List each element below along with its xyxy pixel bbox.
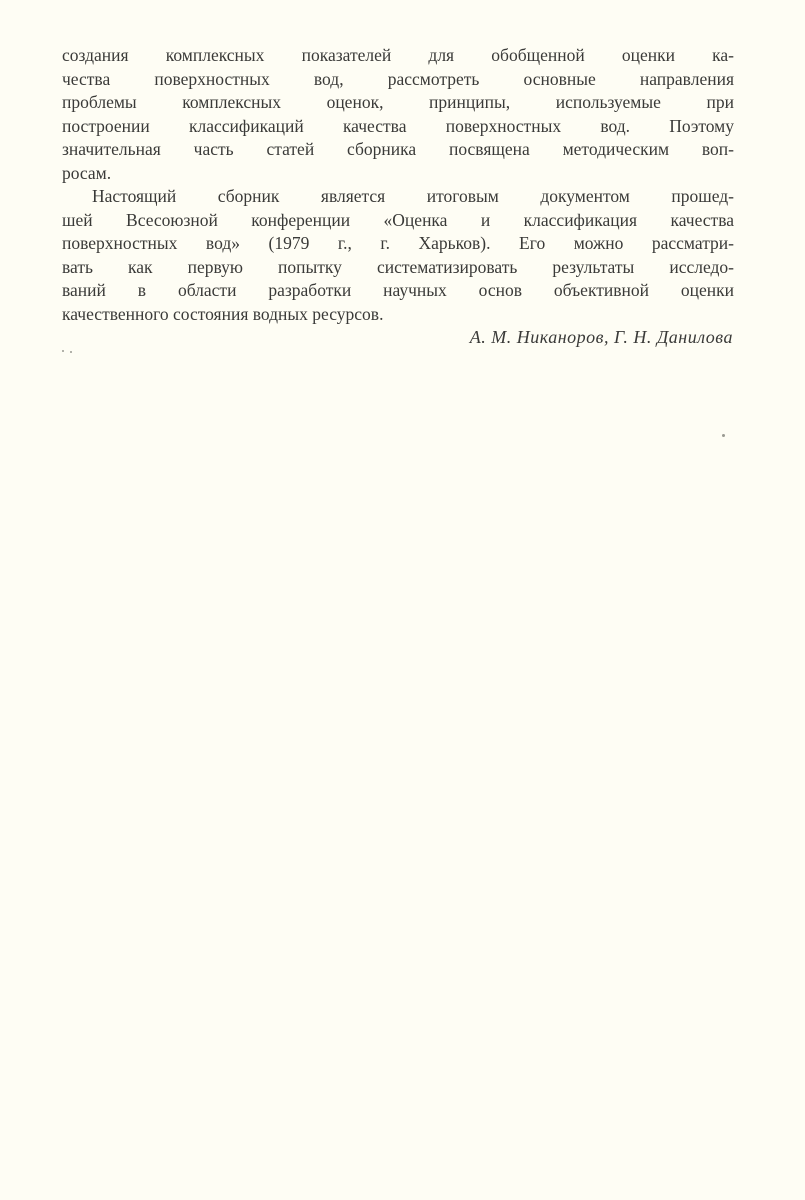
text-line: построении классификаций качества поверхностных вод. Поэтому [62, 115, 734, 136]
paragraph-2 [62, 185, 734, 326]
text-line: поверхностных вод» (1979 г., г. Харьков). Его можно рассматри- [62, 233, 734, 253]
text-line: качественного состояния водных ресурсов. [62, 303, 384, 324]
text-line: создания комплексных показателей для обобщенной оценки ка- [62, 45, 734, 65]
text-line: чества поверхностных вод, рассмотреть основные направления [62, 68, 734, 89]
body-text [62, 44, 734, 326]
text-line: проблемы комплексных оценок, принципы, используемые при [62, 92, 734, 112]
paper-speck [722, 434, 725, 437]
text-line: ваний в области разработки научных основ объективной оценки [62, 280, 734, 300]
text-line: вать как первую попытку систематизировать результаты исследо- [62, 256, 734, 277]
paper-speck [70, 351, 72, 353]
paper-speck [62, 350, 64, 352]
authors-signature: А. М. Никаноров, Г. Н. Данилова [469, 327, 733, 347]
text-line: Настоящий сборник является итоговым документом прошед- [92, 186, 734, 206]
text-line: значительная часть статей сборника посвящена методическим воп- [62, 139, 734, 159]
text-line: шей Всесоюзной конференции «Оценка и классификация качества [62, 209, 734, 230]
text-line: росам. [62, 162, 112, 183]
paragraph-1 [62, 44, 734, 185]
